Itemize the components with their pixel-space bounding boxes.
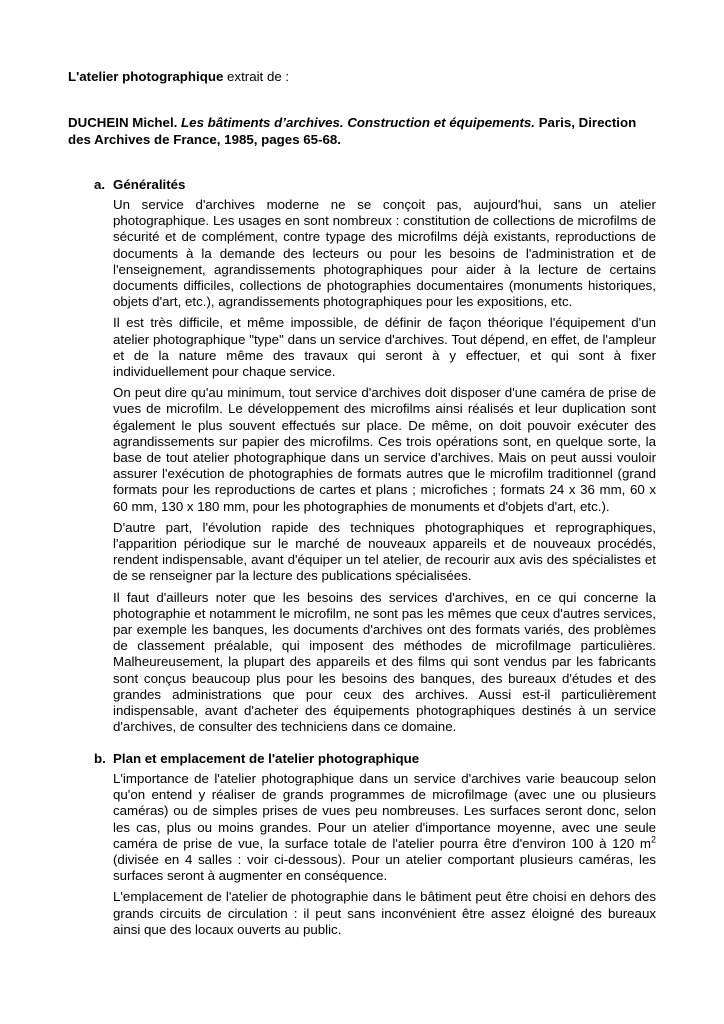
paragraph: Il est très difficile, et même impossible, de définir de façon théorique l'équipement d'un atelier photographique "type" dans un service d'archives. Tout dépend, en effet, de l'ampleur et de la nature même des travaux qui seront à y effectuer, et qui sont à fixer individuellement pour chaque service. [113,315,656,380]
intro-suffix: extrait de : [223,69,290,84]
citation [68,114,656,148]
paragraph: Il faut d'ailleurs noter que les besoins des services d'archives, en ce qui concerne la photographie et notamment le microfilm, ne sont pas les mêmes que ceux d'autres services, par exemple les banques, les documents d'archives ont des formats variés, des problèmes de classement préalable, qui imposent des méthodes de microfilmage particulières. Malheureusement, la plupart des appareils et des films qui sont vendus par les fabricants sont conçus beaucoup plus pour les besoins des banques, des bureaux d'études et des grandes administrations que pour ceux des archives. Aussi est-il particulièrement indispensable, avant d'acheter des équipements photographiques destinés à un service d'archives, de consulter des techniciens dans ce domaine. [113,589,656,735]
paragraph: Un service d'archives moderne ne se conçoit pas, aujourd'hui, sans un atelier photographique. Les usages en sont nombreux : constitution de collections de microfilms de sécurité et de complément, contre typage des microfilms déjà existants, reproductions de documents à la demande des lecteurs ou pour les besoins de l'administration et de l'enseignement, agrandissements photographiques pour aider à la lecture de certains documents difficiles, collections de photographies documentaires (monuments historiques, objets d'art, etc.), agrandissements photographiques pour les expositions, etc. [113,197,656,310]
section-letter: b. [94,751,106,766]
section-heading [94,750,656,767]
paragraph [113,771,656,884]
superscript: 2 [650,834,656,845]
section-title: Plan et emplacement de l'atelier photographique [113,751,420,766]
section-generalites [94,176,656,741]
citation-work: Les bâtiments d’archives. Construction et équipements. [181,115,535,130]
section-heading [94,176,656,193]
paragraph-text-continued: (divisée en 4 salles : voir ci-dessous). Pour un atelier comportant plusieurs caméras, les surfaces seront à augmenter en conséquence. [113,852,656,884]
paragraph: D'autre part, l'évolution rapide des techniques photographiques et reprographiques, l'apparition périodique sur le marché de nouveaux appareils et de nouveaux procédés, rendent indispensable, avant d'équiper un tel atelier, de recourir aux avis des spécialistes et de se renseigner par la lecture des publications spécialisées. [113,519,656,584]
intro-line [68,68,289,85]
intro-title: L'atelier photographique [68,69,224,84]
paragraph-text: L'importance de l'atelier photographique dans un service d'archives varie beaucoup selon qu'on entend y réaliser de grands programmes de microfilmage (avec une ou plusieurs caméras) ou de simples prises de vues peu nombreuses. Les surfaces seront donc, selon les cas, plus ou moins grandes. Pour un atelier d'importance moyenne, avec une seule caméra de prise de vue, la surface totale de l'atelier pourra être d'environ 100 à 120 m [113,771,656,851]
paragraph: L'emplacement de l'atelier de photographie dans le bâtiment peut être choisi en dehors des grands circuits de circulation : il peut sans inconvénient être assez éloigné des bureaux ainsi que des locaux ouverts au public. [113,889,656,937]
citation-publisher: Paris, Direction des Archives de France, 1985, pages 65-68. [68,115,637,147]
section-title: Généralités [113,177,186,192]
section-letter: a. [94,177,106,192]
section-plan-emplacement [94,750,656,943]
citation-author: DUCHEIN Michel. [68,115,178,130]
paragraph: On peut dire qu'au minimum, tout service d'archives doit disposer d'une caméra de prise de vues de microfilm. Le développement des microfilms ainsi réalisés et leur duplication sont également le plus souvent effectués sur place. De même, on doit pouvoir exécuter des agrandissements sur papier des microfilms. Ces trois opérations sont, en quelque sorte, la base de tout atelier photographique dans un service d'archives. Mais on peut aussi vouloir assurer l'exécution de photographies de formats autres que le microfilm traditionnel (grand formats pour les reproductions de cartes et plans ; microfiches ; formats 24 x 36 mm, 60 x 60 mm, 130 x 180 mm, pour les photographies de monuments et d'objets d'art, etc.). [113,385,656,514]
